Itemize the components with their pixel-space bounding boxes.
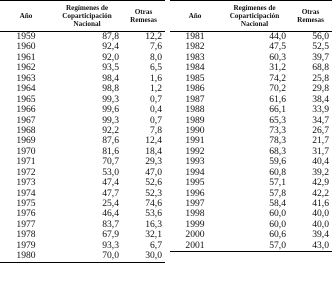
year-cell: 1991 — [185, 135, 205, 147]
year-cell: 1988 — [185, 104, 205, 116]
other-cell: 29,3 — [145, 156, 162, 168]
year-cell: 1986 — [185, 83, 205, 95]
other-cell: 25,8 — [312, 72, 329, 84]
other-cell: 52,6 — [145, 177, 162, 189]
year-cell: 2001 — [185, 239, 205, 251]
regime-cell: 47,5 — [269, 41, 286, 53]
header-row — [170, 1, 332, 32]
other-cell: 38,4 — [312, 93, 329, 105]
year-cell: 1995 — [185, 177, 205, 189]
regime-cell: 99,3 — [102, 114, 119, 126]
regime-cell: 60,0 — [269, 208, 286, 220]
other-cell: 12,4 — [145, 135, 162, 147]
regime-cell: 60,6 — [269, 229, 286, 241]
table-right-body — [170, 32, 332, 252]
other-cell: 18,4 — [145, 145, 162, 157]
regime-cell: 46,4 — [102, 208, 119, 220]
regime-cell: 59,6 — [269, 156, 286, 168]
other-cell: 12,2 — [145, 31, 162, 43]
other-cell: 43,0 — [312, 239, 329, 251]
regime-cell: 93,3 — [102, 239, 119, 251]
year-cell: 1980 — [16, 250, 36, 262]
regime-cell: 57,0 — [269, 239, 286, 251]
other-cell: 52,5 — [312, 41, 329, 53]
regime-cell: 74,2 — [269, 72, 286, 84]
year-cell: 1985 — [185, 72, 205, 84]
table-right — [170, 0, 332, 252]
regime-cell: 93,5 — [102, 62, 119, 74]
other-cell: 40,0 — [312, 208, 329, 220]
other-cell: 6,7 — [150, 239, 162, 251]
other-cell: 0,4 — [150, 104, 162, 116]
regime-cell: 92,0 — [102, 51, 119, 63]
other-cell: 41,6 — [312, 198, 329, 210]
other-cell: 29,8 — [312, 83, 329, 95]
table-row — [170, 241, 332, 252]
year-cell: 1989 — [185, 114, 205, 126]
other-cell: 30,0 — [145, 250, 162, 262]
regime-cell: 98,4 — [102, 72, 119, 84]
regime-cell: 92,4 — [102, 41, 119, 53]
other-cell: 26,7 — [312, 124, 329, 136]
regime-cell: 66,1 — [269, 104, 286, 116]
year-cell: 1978 — [16, 229, 36, 241]
other-cell: 42,2 — [312, 187, 329, 199]
table-row — [0, 251, 165, 262]
year-cell: 1968 — [16, 124, 36, 136]
other-cell: 7,8 — [150, 124, 162, 136]
other-cell: 47,0 — [145, 166, 162, 178]
year-cell: 1959 — [16, 31, 36, 43]
year-cell: 1996 — [185, 187, 205, 199]
header-other: Otras Remesas — [297, 8, 324, 24]
year-cell: 1977 — [16, 218, 36, 230]
year-cell: 1975 — [16, 198, 36, 210]
regime-cell: 58,4 — [269, 198, 286, 210]
table-row — [0, 105, 165, 115]
other-cell: 8,0 — [150, 51, 162, 63]
header-other: Otras Remesas — [130, 8, 157, 24]
other-cell: 1,2 — [150, 83, 162, 95]
regime-cell: 65,3 — [269, 114, 286, 126]
year-cell: 1967 — [16, 114, 36, 126]
regime-cell: 60,8 — [269, 166, 286, 178]
year-cell: 1972 — [16, 166, 36, 178]
other-cell: 40,4 — [312, 156, 329, 168]
regime-cell: 92,2 — [102, 124, 119, 136]
year-cell: 1984 — [185, 62, 205, 74]
regime-cell: 70,0 — [102, 250, 119, 262]
other-cell: 42,9 — [312, 177, 329, 189]
other-cell: 31,7 — [312, 145, 329, 157]
other-cell: 34,7 — [312, 114, 329, 126]
regime-cell: 53,0 — [102, 166, 119, 178]
table-row — [170, 105, 332, 115]
header-year: Año — [188, 12, 202, 20]
other-cell: 39,2 — [312, 166, 329, 178]
other-cell: 74,6 — [145, 198, 162, 210]
year-cell: 1981 — [185, 31, 205, 43]
other-cell: 53,6 — [145, 208, 162, 220]
regime-cell: 98,8 — [102, 83, 119, 95]
other-cell: 21,7 — [312, 135, 329, 147]
header-regime: Regímenes de Coparticipación Nacional — [62, 4, 112, 28]
regime-cell: 78,3 — [269, 135, 286, 147]
other-cell: 56,0 — [312, 31, 329, 43]
year-cell: 1992 — [185, 145, 205, 157]
regime-cell: 81,6 — [102, 145, 119, 157]
year-cell: 1966 — [16, 104, 36, 116]
other-cell: 39,4 — [312, 229, 329, 241]
regime-cell: 73,3 — [269, 124, 286, 136]
year-cell: 1982 — [185, 41, 205, 53]
year-cell: 1961 — [16, 51, 36, 63]
table-row — [0, 178, 165, 188]
regime-cell: 25,4 — [102, 198, 119, 210]
regime-cell: 57,8 — [269, 187, 286, 199]
other-cell: 33,9 — [312, 104, 329, 116]
other-cell: 6,5 — [150, 62, 162, 74]
regime-cell: 68,3 — [269, 145, 286, 157]
year-cell: 1974 — [16, 187, 36, 199]
regime-cell: 99,3 — [102, 93, 119, 105]
year-cell: 1979 — [16, 239, 36, 251]
table-left-body — [0, 32, 165, 263]
regime-cell: 47,7 — [102, 187, 119, 199]
other-cell: 40,0 — [312, 218, 329, 230]
year-cell: 1962 — [16, 62, 36, 74]
regime-cell: 67,9 — [102, 229, 119, 241]
year-cell: 1998 — [185, 208, 205, 220]
regime-cell: 99,6 — [102, 104, 119, 116]
year-cell: 1983 — [185, 51, 205, 63]
other-cell: 52,3 — [145, 187, 162, 199]
regime-cell: 47,4 — [102, 177, 119, 189]
table-left — [0, 0, 165, 263]
header-row — [0, 1, 165, 32]
regime-cell: 87,6 — [102, 135, 119, 147]
regime-cell: 83,7 — [102, 218, 119, 230]
year-cell: 1976 — [16, 208, 36, 220]
year-cell: 1994 — [185, 166, 205, 178]
year-cell: 1965 — [16, 93, 36, 105]
regime-cell: 70,7 — [102, 156, 119, 168]
other-cell: 32,1 — [145, 229, 162, 241]
regime-cell: 70,2 — [269, 83, 286, 95]
regime-cell: 60,3 — [269, 51, 286, 63]
year-cell: 1999 — [185, 218, 205, 230]
header-regime: Regímenes de Coparticipación Nacional — [229, 4, 280, 28]
year-cell: 1964 — [16, 83, 36, 95]
year-cell: 1973 — [16, 177, 36, 189]
other-cell: 7,6 — [150, 41, 162, 53]
regime-cell: 57,1 — [269, 177, 286, 189]
table-row — [170, 178, 332, 188]
other-cell: 68,8 — [312, 62, 329, 74]
regime-cell: 44,0 — [269, 31, 286, 43]
year-cell: 1993 — [185, 156, 205, 168]
year-cell: 1963 — [16, 72, 36, 84]
other-cell: 1,6 — [150, 72, 162, 84]
year-cell: 1987 — [185, 93, 205, 105]
other-cell: 0,7 — [150, 114, 162, 126]
regime-cell: 31,2 — [269, 62, 286, 74]
year-cell: 1971 — [16, 156, 36, 168]
year-cell: 1969 — [16, 135, 36, 147]
regime-cell: 60,0 — [269, 218, 286, 230]
year-cell: 1990 — [185, 124, 205, 136]
year-cell: 1970 — [16, 145, 36, 157]
year-cell: 1997 — [185, 198, 205, 210]
regime-cell: 87,8 — [102, 31, 119, 43]
regime-cell: 61,6 — [269, 93, 286, 105]
year-cell: 2000 — [185, 229, 205, 241]
other-cell: 39,7 — [312, 51, 329, 63]
other-cell: 16,3 — [145, 218, 162, 230]
other-cell: 0,7 — [150, 93, 162, 105]
year-cell: 1960 — [16, 41, 36, 53]
header-year: Año — [19, 12, 33, 20]
